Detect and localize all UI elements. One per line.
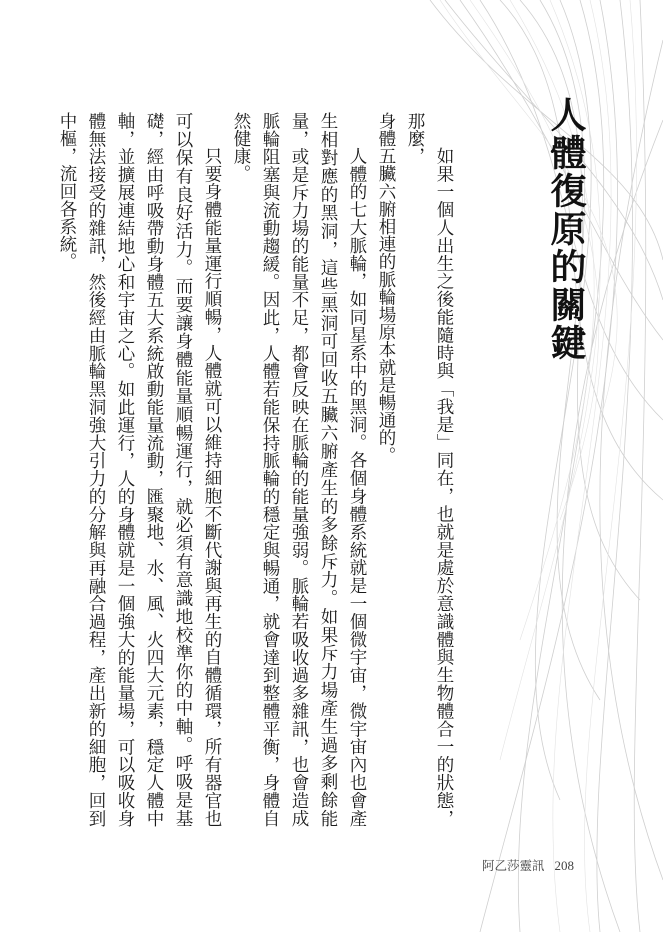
chapter-title: 人體復原的關鍵 — [545, 96, 587, 362]
paragraph: 如果一個人出生之後能隨時與「我是」同在，也就是處於意識體與生物體合一的狀態，那麼， — [405, 112, 454, 827]
page-footer — [482, 856, 574, 874]
paragraph: 人體的七大脈輪，如同星系中的黑洞。各個身體系統就是一個微宇宙，微宇宙內也會產生相對應的黑洞，這些黑洞可回收五臟六腑產生的多餘斥力。如果斥力場產生過多剩餘能量，或是斥力場的能量不足，都會反映在脈輪的能量強弱。脈輪若吸收過多雜訊，也會造成脈輪阻塞與流動趨緩。因此，人體若能保持脈輪的穩定與暢通，就會達到整體平衡，身體自然健康。 — [231, 112, 367, 827]
body-text — [57, 112, 458, 827]
page-number: 208 — [554, 858, 575, 873]
book-name: 阿乙莎靈訊 — [482, 858, 545, 873]
paragraph: 身體五臟六腑相連的脈輪場原本就是暢通的。 — [376, 112, 396, 464]
paragraph: 只要身體能量運行順暢，人體就可以維持細胞不斷代謝與再生的自體循環，所有器官也可以保有良好活力。而要讓身體能量順暢運行，就必須有意識地校準你的中軸。呼吸是基礎，經由呼吸帶動身體五大系統啟動能量流動，匯聚地、水、風、火四大元素，穩定人體中軸，並擴展連結地心和宇宙之心。如此運行，人的身體就是一個強大的能量場，可以吸收身體無法接受的雜訊，然後經由脈輪黑洞強大引力的分解與再融合過程，產出新的細胞，回到中樞，流回各系統。 — [57, 112, 222, 827]
